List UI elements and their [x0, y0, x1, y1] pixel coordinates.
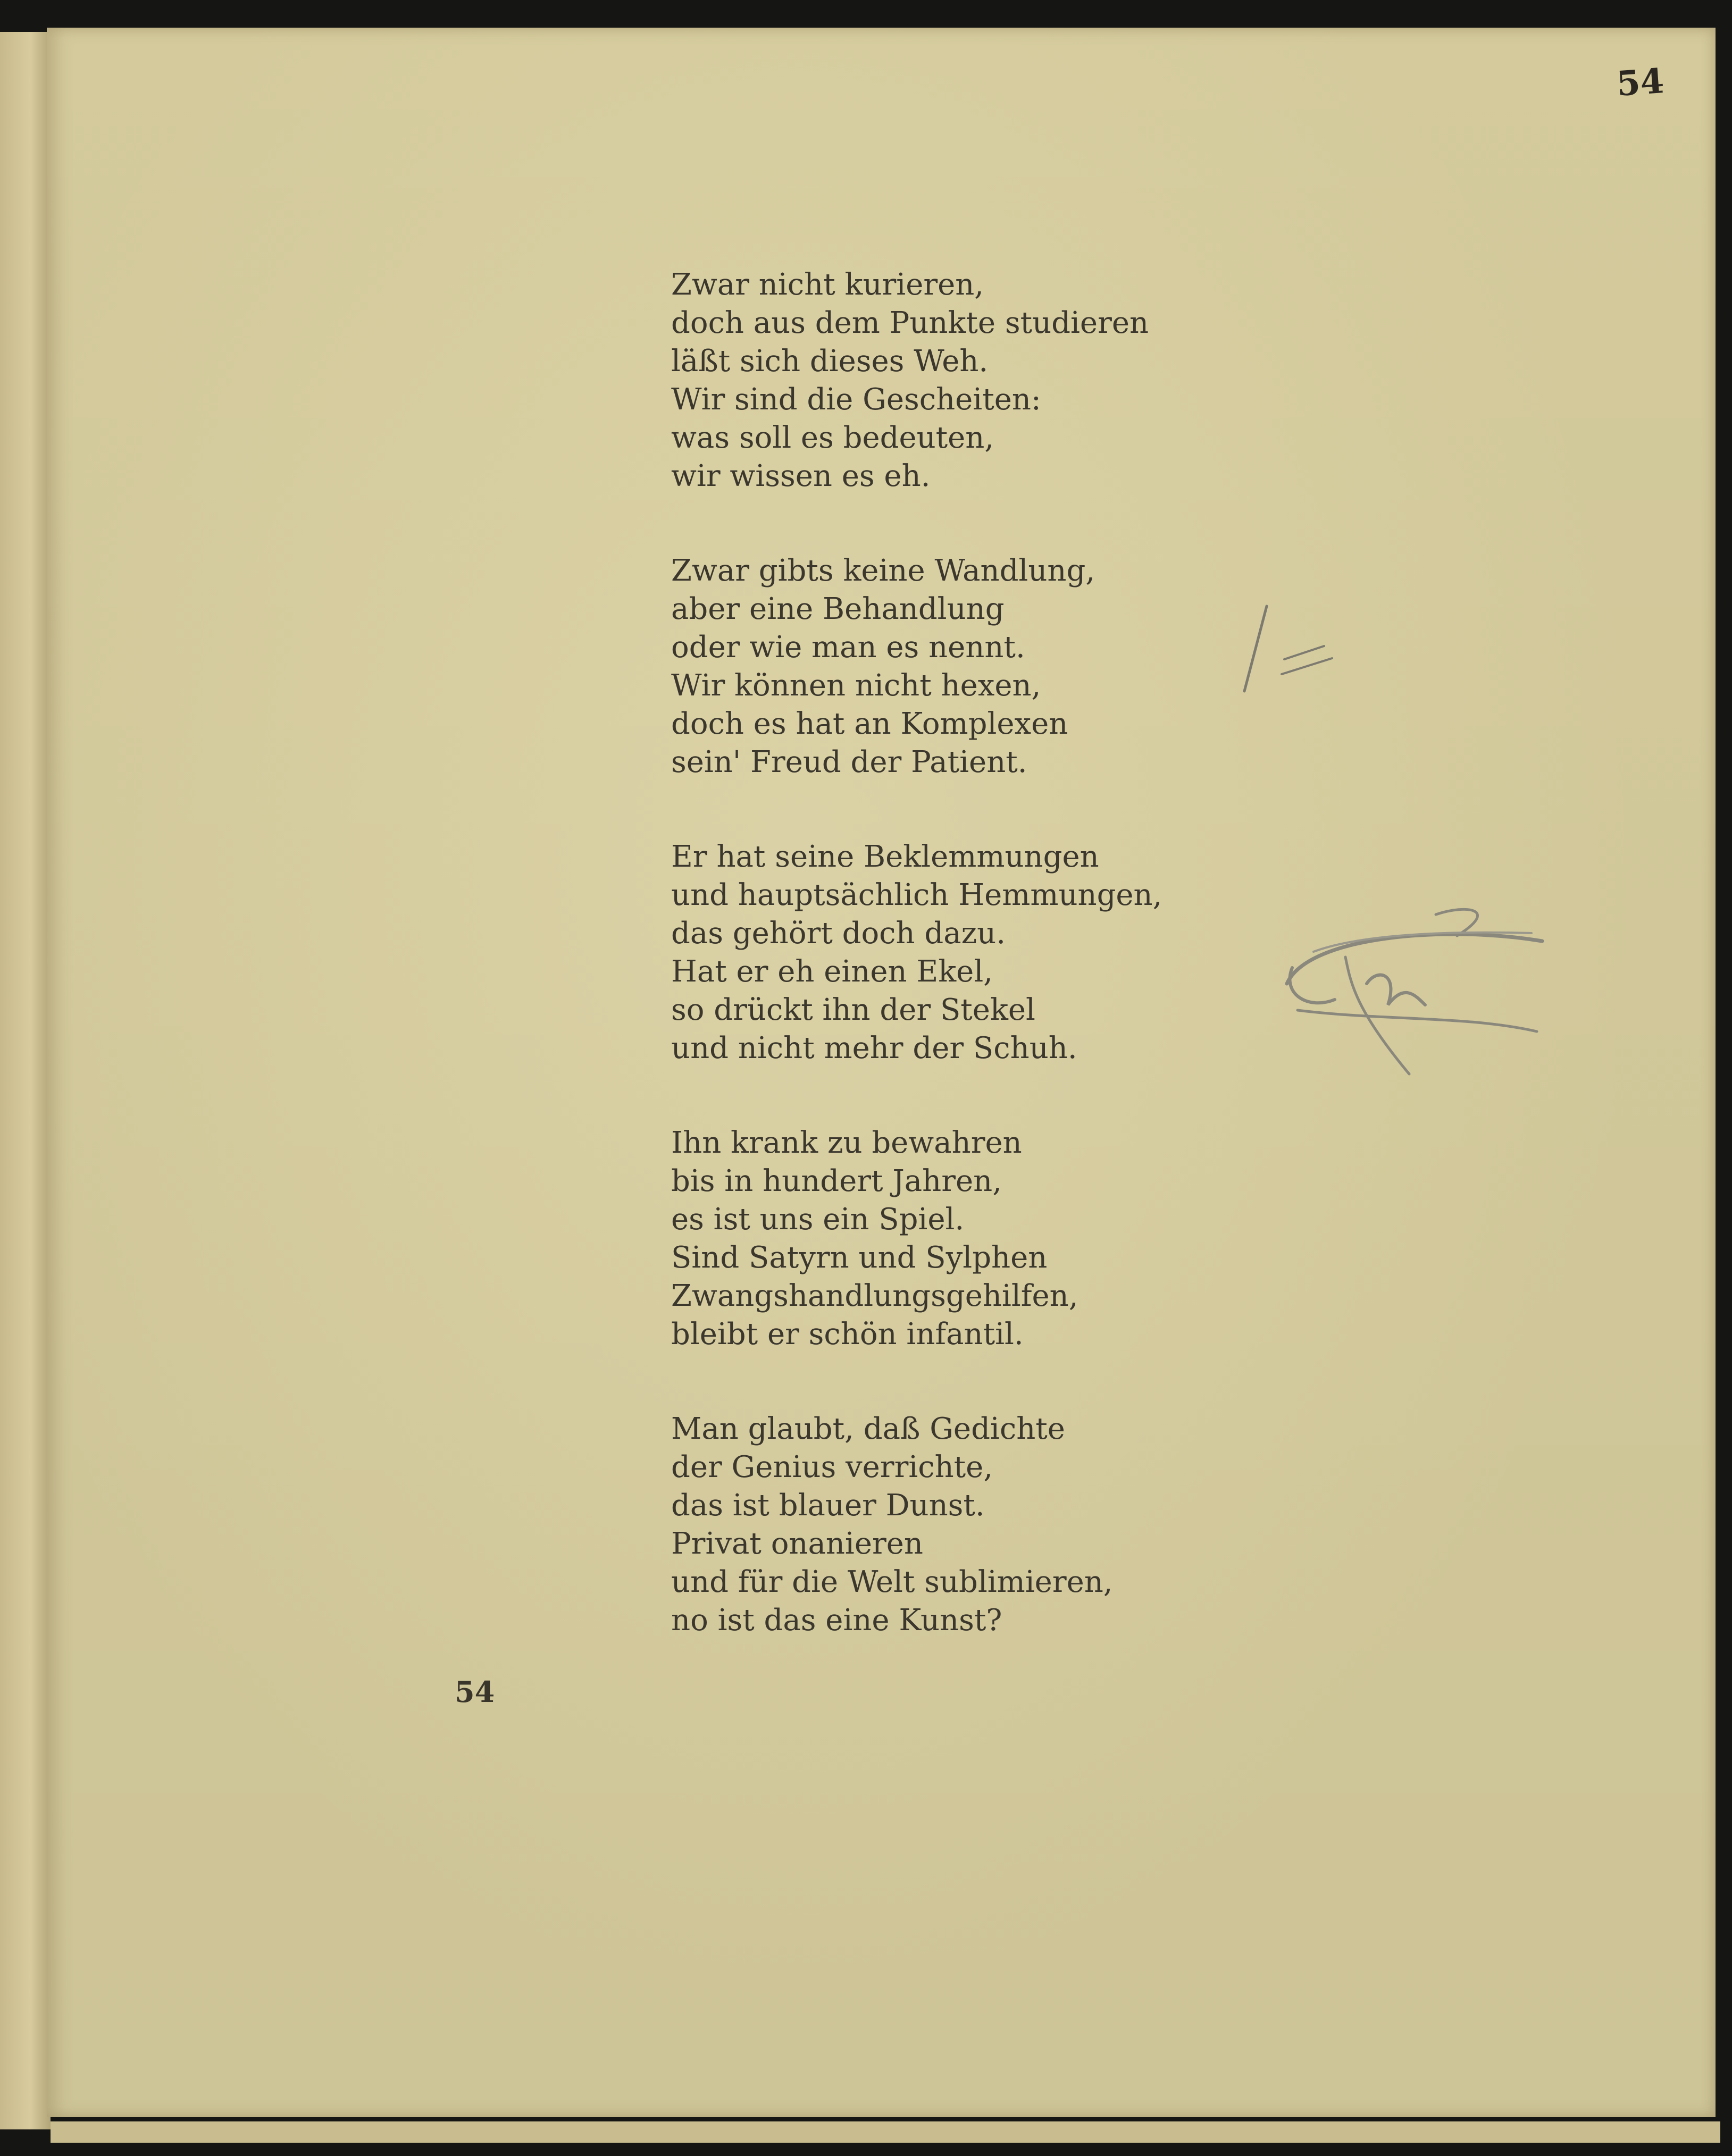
stanza-4	[671, 1124, 1256, 1354]
pencil-signature	[1276, 904, 1553, 1079]
poem-line: no ist das eine Kunst?	[671, 1603, 1002, 1638]
poem-line: bleibt er schön infantil.	[671, 1317, 1024, 1352]
poem-line: und nicht mehr der Schuh.	[671, 1031, 1077, 1066]
poem-line: Er hat seine Beklemmungen	[671, 840, 1099, 874]
poem-line: Privat onanieren	[671, 1526, 923, 1561]
stanza-1	[671, 266, 1256, 496]
pencil-annotation-mark	[1234, 595, 1340, 702]
poem-line: Zwar gibts keine Wandlung,	[671, 553, 1095, 588]
poem-line: Sind Satyrn und Sylphen	[671, 1240, 1048, 1275]
poem-line: bis in hundert Jahren,	[671, 1164, 1002, 1198]
poem-line: Ihn krank zu bewahren	[671, 1126, 1022, 1160]
poem-line: Man glaubt, daß Gedichte	[671, 1412, 1065, 1446]
poem	[671, 266, 1256, 1696]
corner-page-mark: 54	[1615, 61, 1666, 105]
stanza-2	[671, 552, 1256, 782]
poem-line: doch aus dem Punkte studieren	[671, 306, 1149, 340]
poem-line: doch es hat an Komplexen	[671, 707, 1068, 741]
poem-line: der Genius verrichte,	[671, 1450, 993, 1484]
poem-line: so drückt ihn der Stekel	[671, 993, 1035, 1027]
poem-line: läßt sich dieses Weh.	[671, 344, 989, 379]
poem-line: und hauptsächlich Hemmungen,	[671, 878, 1162, 912]
poem-line: Zwar nicht kurieren,	[671, 267, 984, 302]
stanza-5	[671, 1410, 1256, 1640]
poem-line: das gehört doch dazu.	[671, 916, 1006, 951]
poem-line: Zwangshandlungsgehilfen,	[671, 1279, 1078, 1313]
poem-line: das ist blauer Dunst.	[671, 1488, 985, 1523]
poem-line: sein' Freud der Patient.	[671, 745, 1027, 779]
poem-line: aber eine Behandlung	[671, 592, 1005, 626]
page-number: 54	[455, 1675, 495, 1709]
poem-line: wir wissen es eh.	[671, 459, 931, 493]
poem-line: es ist uns ein Spiel.	[671, 1202, 965, 1237]
poem-line: oder wie man es nennt.	[671, 630, 1025, 665]
adjacent-page-edge	[0, 32, 51, 2129]
poem-line: Wir sind die Gescheiten:	[671, 382, 1041, 417]
poem-line: Hat er eh einen Ekel,	[671, 954, 993, 989]
page-bottom-edge	[51, 2121, 1720, 2143]
poem-line: Wir können nicht hexen,	[671, 668, 1041, 703]
poem-line: was soll es bedeuten,	[671, 421, 994, 455]
poem-line: und für die Welt sublimieren,	[671, 1565, 1113, 1599]
stanza-3	[671, 838, 1256, 1068]
